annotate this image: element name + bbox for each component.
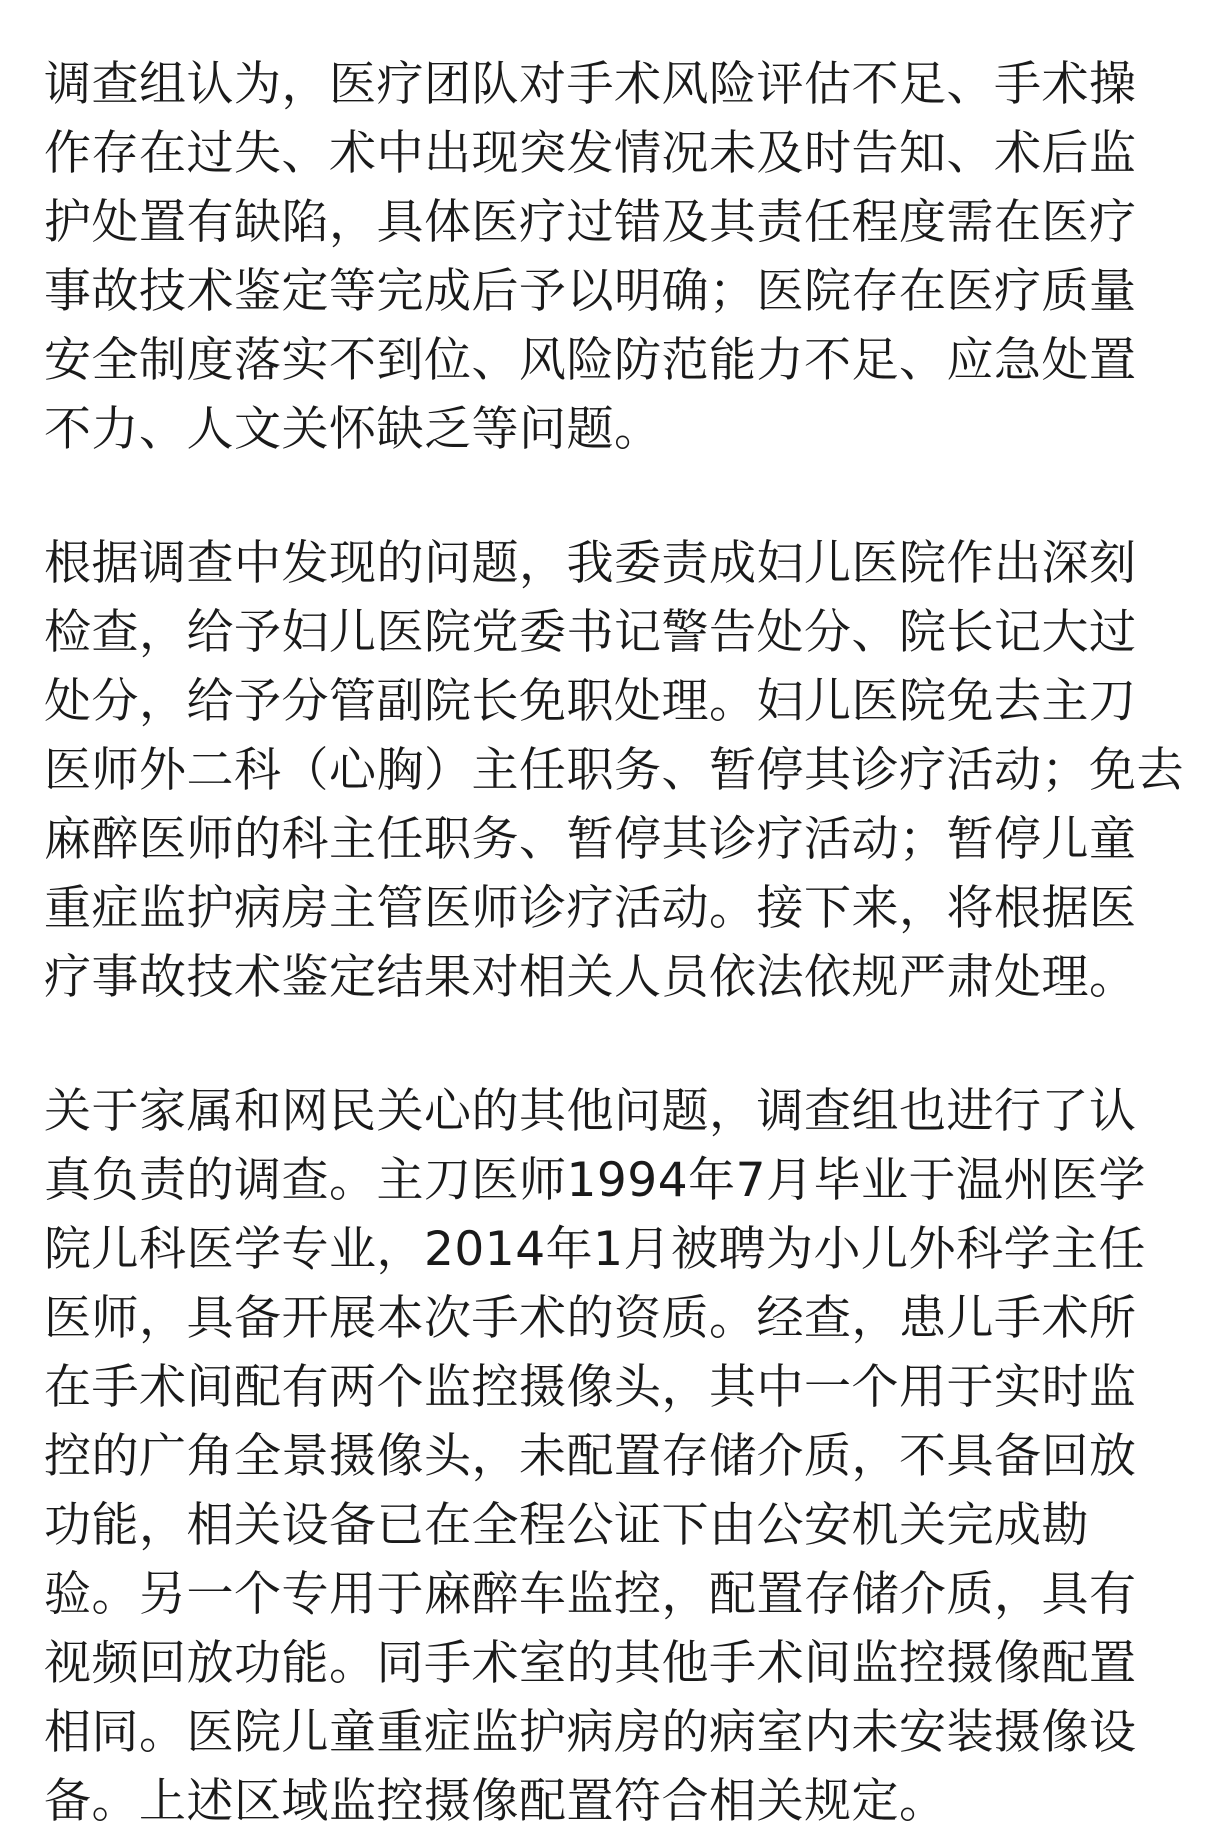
text-line: 根据调查中发现的问题，我委责成妇儿医院作出深刻 <box>44 536 1137 591</box>
text-line: 在手术间配有两个监控摄像头，其中一个用于实时监 <box>44 1360 1137 1415</box>
text-line: 重症监护病房主管医师诊疗活动。接下来，将根据医 <box>44 881 1137 936</box>
text-line: 医师，具备开展本次手术的资质。经查，患儿手术所 <box>44 1291 1137 1346</box>
text-line: 调查组认为，医疗团队对手术风险评估不足、手术操 <box>44 57 1137 112</box>
text-line: 真负责的调查。主刀医师1994年7月毕业于温州医学 <box>44 1153 1147 1208</box>
paragraph-other-concerns <box>44 1077 1206 1836</box>
paragraph-investigation-findings <box>44 50 1206 464</box>
text-line: 相同。医院儿童重症监护病房的病室内未安装摄像设 <box>44 1705 1137 1760</box>
text-line: 功能，相关设备已在全程公证下由公安机关完成勘 <box>44 1498 1089 1553</box>
text-line: 验。另一个专用于麻醉车监控，配置存储介质，具有 <box>44 1567 1137 1622</box>
text-line: 不力、人文关怀缺乏等问题。 <box>44 402 662 457</box>
text-line: 检查，给予妇儿医院党委书记警告处分、院长记大过 <box>44 605 1137 660</box>
text-line: 疗事故技术鉴定结果对相关人员依法依规严肃处理。 <box>44 950 1137 1005</box>
text-line: 控的广角全景摄像头，未配置存储介质，不具备回放 <box>44 1429 1137 1484</box>
text-line: 院儿科医学专业，2014年1月被聘为小儿外科学主任 <box>44 1222 1147 1277</box>
text-line: 事故技术鉴定等完成后予以明确；医院存在医疗质量 <box>44 264 1137 319</box>
text-line: 关于家属和网民关心的其他问题，调查组也进行了认 <box>44 1084 1137 1139</box>
text-line: 视频回放功能。同手术室的其他手术间监控摄像配置 <box>44 1636 1137 1691</box>
text-line: 处分，给予分管副院长免职处理。妇儿医院免去主刀 <box>44 674 1137 729</box>
text-line: 护处置有缺陷，具体医疗过错及其责任程度需在医疗 <box>44 195 1137 250</box>
text-line: 麻醉医师的科主任职务、暂停其诊疗活动；暂停儿童 <box>44 812 1137 867</box>
text-line: 备。上述区域监控摄像配置符合相关规定。 <box>44 1774 947 1829</box>
text-line: 作存在过失、术中出现突发情况未及时告知、术后监 <box>44 126 1137 181</box>
text-line: 医师外二科（心胸）主任职务、暂停其诊疗活动；免去 <box>44 743 1184 798</box>
paragraph-disciplinary-actions <box>44 529 1206 1012</box>
text-line: 安全制度落实不到位、风险防范能力不足、应急处置 <box>44 333 1137 388</box>
